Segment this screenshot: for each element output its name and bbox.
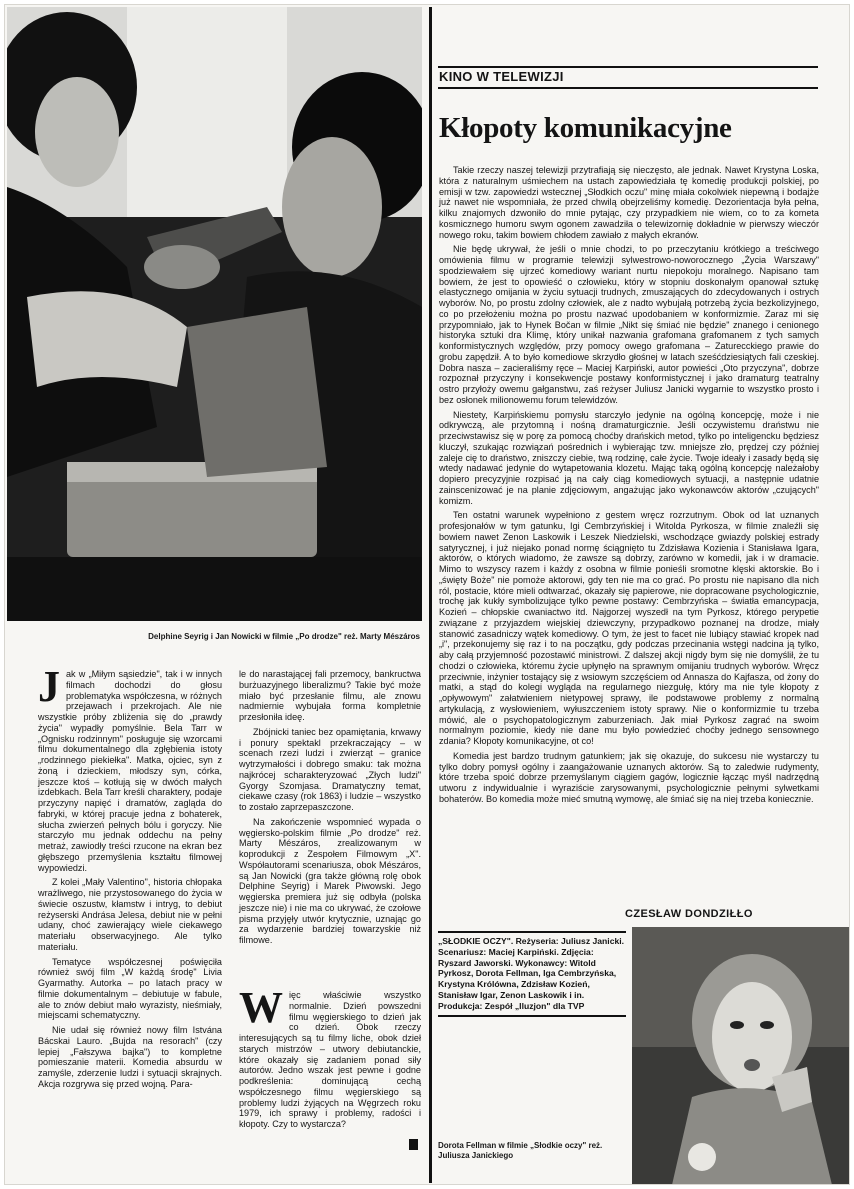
festival-paragraph (239, 983, 421, 1130)
portrait-photo (632, 927, 850, 1185)
film-credits-text: „SŁODKIE OCZY". Reżyseria: Juliusz Janicki. Scenariusz: Maciej Karpiński. Zdjęcia: Ryszard Jaworski. Wykonawcy: Witold Pyrkosz, Dorota Fellman, Iga Cembrzyńska, Krystyna Królówna, Zdzisław Kozień, Stanisław Igar, Zenon Laskowik i in. Produkcja: Zespół „Iluzjon" dla TVP (438, 936, 625, 1011)
film-still-photo (7, 7, 422, 621)
article-headline: Kłopoty komunikacyjne (439, 112, 732, 144)
portrait-image (632, 927, 850, 1185)
festival-paragraph: Zbójnicki taniec bez opamiętania, krwawy i ponury spektakl przekraczający – w scenach rzezi ludzi i zwierząt – granice wytrzymałości i dobrego smaku: tak można najkrócej scharakteryzować „Złych ludzi" Gyorgy Szomjasa. Dramatyczny temat, ciekawe czasy (rok 1863) i ludzie – wszystko to zostało zaprzepaszczone. (239, 726, 421, 812)
section-rule-top (438, 66, 818, 68)
review-paragraph: Niestety, Karpińskiemu pomysłu starczyło jedynie na ogólną koncepcję, może i nie odkrywczą, ale przytomną i nośną dramaturgicznie. Jeśli oczywistemu draństwu nie przeciwstawisz się w porę za pomocą choćby drańskich metod, tylko po inteligencku będziesz kluczył, szukając rozwiązań pośrednich i wybierając tzw. mniejsze zło, prędzej czy później zaleje cię to draństwo, zniszczy ciebie, twą rodzinę, całe życie. Twoje ideały i zasady będą się wtedy nadawać jedynie do wytapetowania klozetu. Mając taką ogólną koncepcję należałoby dopiero precyzyjnie rozpisać ją na cały ciąg komediowych sytuacji, a następnie udatnie zainscenizować je na planie zdjęciowym, angażując jako wykonawców aktorów „czujących" komizm. (439, 409, 819, 506)
review-body (439, 165, 819, 809)
review-paragraph: Takie rzeczy naszej telewizji przytrafiają się nieczęsto, ale jednak. Nawet Krystyna Loska, która z naturalnym uśmiechem na ustach zapowiedziała tę komedię produkcji polskiej, po emisji w tzw. zapowiedzi wstecznej „Słodkich oczu" minę miała cokolwiek niepewną i bodajże już nawet nie wspomniała, że przed chwilą obejrzeliśmy komedię. Dezorientacja była pełna, kilku znajomych dzwoniło do mnie pytając, czy przypadkiem nie wiem, co to za kometa kosmicznego humoru swym ogonem zawadziła o telewizornię dokładnie w pierwszy wieczór nowego roku, takim bowiem chłodem zawiało z małych ekranów. (439, 165, 819, 240)
drop-cap: J (38, 662, 60, 711)
festival-paragraph: Na zakończenie wspomnieć wypada o węgiersko-polskim filmie „Po drodze" reż. Marty Mészáros, zrealizowanym w koprodukcji z Zespołem Filmowym „X". Współautorami scenariusza, obok Mészáros, są Jan Nowicki (gra także główną rolę obok Delphine Seyrig) i Marek Piwowski. Jego węgierska premiera już się odbyła (polska jeszcze nie) i nie ma co ukrywać, że czołowe pisma przyjęły utwór krytycznie, uznając go za wydarzenie bardziej towarzyskie niż filmowe. (239, 816, 421, 945)
festival-paragraph-text: ak w „Miłym sąsiedzie", tak i w innych filmach dochodzi do głosu problematyka współczesna, w różnych przejawach i przekrojach. Ale nie wszystkie próby zbliżenia się do „prawdy życia" wypadły pomyślnie. Bela Tarr w „Ognisku rodzinnym" posługuje się wzorcami filmu dokumentalnego dla zgłębienia istoty „rodzinnego piekiełka". Matka, ojciec, syn z żoną i dzieckiem, młodszy syn, córka, jeszcze ktoś – kotłują się w dwóch małych izdebkach. Bela Tarr kreśli charaktery, podaje przyczyny napięć i dramatów, zagląda do fabryki, w której pracuje jedna z bohaterek, słucha zwierzeń pełnych bólu i goryczy. Nie starczyło mu jednak oddechu na pełny metraż, zawiodły treści rzucone na ekran bez głębszego przemyślenia kształtu filmowej wypowiedzi. (38, 669, 222, 873)
festival-article-conclusion (239, 983, 421, 1134)
review-paragraph: Komedia jest bardzo trudnym gatunkiem; jak się okazuje, do sukcesu nie wystarczy tu tylko dobry pomysł ogólny i zaangażowanie uznanych aktorów. Są to zaledwie rudymenty, które trzeba spoić dobrze przemyślanym ciągiem gagów, logicznie łącząc myśl nadrzędną utworu z indywidualnie i wyraziście zarysowanymi, psychologicznie pełnymi sylwetkami bohaterów. Bo komedia może mieć smutną wymowę, ale śmiać się na niej trzeba koniecznie. (439, 750, 819, 804)
credits-rule-top (438, 931, 626, 933)
section-label: KINO W TELEWIZJI (439, 69, 564, 84)
photo-caption-small: Dorota Fellman w filmie „Słodkie oczy" reż. Juliusza Janickiego (438, 1141, 603, 1160)
magazine-page (4, 4, 850, 1185)
festival-paragraph: Z kolei „Mały Valentino", historia chłopaka wrażliwego, nie przystosowanego do życia w świecie oszustw, kłamstw i intryg, to debiut reżyserski Andrása Jelesa, debiut nie w pełni udany, choć zawierający wiele ciekawego materiału obserwacyjnego. Ale tylko materiału. (38, 877, 222, 952)
festival-article-column-2 (239, 669, 421, 950)
end-of-article-mark (409, 1139, 418, 1150)
film-still-image (7, 7, 422, 621)
review-paragraph: Ten ostatni warunek wypełniono z gestem wręcz rozrzutnym. Obok od lat uznanych profesjonałów w tym gatunku, Igi Cembrzyńskiej i Witolda Pyrkosza, w filmie znaleźli się bowiem nawet Zenon Laskowik i Leszek Niedzielski, wschodzące gwiazdy polskiej estrady satyrycznej, i już niejako ponad normę ściągnięto tu Zdzisława Kozienia i Stanisława Igara, aktorów, o których wiadomo, że zawsze są dobrzy, zarówno w komedii, jak i w dramacie. Mimo to wszyscy razem i każdy z osobna w filmie ponieśli sromotne klęski aktorskie. Bo i „święty Boże" nie pomoże aktorowi, gdy ten nie ma co grać. Po prostu nie napisano dla nich ról, postacie, które mieli odtwarzać, okazały się papierowe, nie dopracowane psychologicznie, trochę jak kukły symbolizujące tylko pewne postawy: Cembrzyńska – światła emancypacja, Kozień – chłopskie cwaniactwo itd. Najgorzej wyszedł na tym Pyrkosz, którego perypetie związane z przyjazdem wiejskiej dziewczyny, przypadkowo poznanej na drodze, miały stanowić zasadniczy wątek komediowy. O tym, że jest to facet nie lubiący stawiać kropek nad „i", przekonujemy się raz i to na początku, gdy podczas przecinania wstęgi nadcina ją tylko, aby całą przyjemność pozostawić ministrowi. Z dalszej akcji nigdy bym się nie domyślił, że tu chodzi o człowieka, któremu życie upłynęło na sprawnym omijaniu trudnych wyborów. Wręcz przeciwnie, inżynier tostający się z wsiowym szczęściem od Annasza do Kajfasza, od żony do matki, a stąd do kolegi wygląda na regularnego niezgułę, który ma nie tyle kłopoty z „opływowym" załatwieniem nietypowej sprawy, ile podstawowe problemy z normalną artykulacją, z wysłowieniem, wyłuszczeniem istoty sprawy. Nie o konformizmie tu trzeba mówić, ale o psychopatologicznym zaburzeniach. Jak miał Pyrkosz zagrać na swoim normalnym poziomie, kiedy nie dane mu było powiedzieć choćby jednego sensownego zdania? Kłopoty komunikacyjne, ot co! (439, 510, 819, 746)
drop-cap: W (239, 983, 283, 1032)
section-rule-bottom (438, 87, 818, 89)
credits-rule-bottom (438, 1015, 626, 1017)
film-credits-box (438, 931, 626, 1017)
festival-paragraph-text: ięc właściwie wszystko normalnie. Dzień powszedni filmu węgierskiego to dzień jak co dzień. Obok rzeczy interesujących są tu filmy liche, obok dzieł starych mistrzów – utwory debiutanckie, które okazały się zadaniem ponad siły autorów. Jedno wszak jest pewne i godne podkreślenia: dominującą cechą współczesnego filmu węgierskiego są problemy ludzi żyjących na Węgrzech roku 1979, ich sprawy i problemy, radości i kłopoty. Czy to wystarcza? (239, 990, 421, 1129)
festival-paragraph (38, 662, 222, 873)
festival-paragraph: Nie udał się również nowy film Istvána Bácskai Lauro. „Bujda na resorach" (czy lepiej „Fałszywa bajka") to kompletne pomieszanie materii. Komedia absurdu w zamyśle, zderzenie ludzi i sytuacji skrajnych. Akcja rozgrywa się przed wojną. Para- (38, 1025, 222, 1089)
festival-paragraph: Tematyce współczesnej poświęciła również swój film „W każdą środę" Livia Gyarmathy. Autorka – po latach pracy w filmie dokumentalnym – debiutuje w fabule, ale to znów debiut mało wyrazisty, nieśmiały, miejscami schematyczny. (38, 956, 222, 1021)
column-divider (429, 7, 432, 1183)
festival-paragraph: le do narastającej fali przemocy, bankructwa burżuazyjnego liberalizmu? Takie być może miało być przesłanie filmu, ale znowu nadmiernie wybujała forma kompletnie przesłoniła ideę. (239, 669, 421, 722)
photo-caption-main: Delphine Seyrig i Jan Nowicki w filmie „Po drodze" reż. Marty Mészáros (148, 632, 420, 641)
author-byline: CZESŁAW DONDZIŁŁO (625, 908, 753, 920)
festival-article-column-1 (38, 662, 222, 1094)
review-paragraph: Nie będę ukrywał, że jeśli o mnie chodzi, to po przeczytaniu krótkiego a treściwego omówienia filmu w programie telewizji sylwestrowo-noworocznego „Życia Warszawy" spodziewałem się ujrzeć komediowy wariant nurtu niepokoju moralnego. Napisano tam bowiem, że jest to opowieść o człowieku, który w stopniu doskonałym opanował sztukę elastycznego omijania w życiu sytuacji trudnych, zmuszających do zdecydowanych i ostrych wyborów. No, po prostu zdolny człowiek, ale z nadto wybujałą potrzebą życia bezkolizyjnego, co po przełożeniu można po prostu nazwać upodobaniem w konformizmie. Zaraz mi się przypomniało, jak to Hynek Bočan w filmie „Nikt się śmiać nie będzie" znanego i cenionego historyka sztuki dra Klimę, który unikał nazwania grafomana grafomanem z tych samych konformistycznych względów, przy pomocy owego grafomana – Zaturecckiego prawie do grobu zapędził. A to było komediowe skrzydło głośnej w latach sześćdziesiątych fali czeskiej. Dobra nasza – zacieraliśmy ręce – Maciej Karpiński, autor powieści „Oto przyczyna", dobrze rozpoznał przyczyny i konsekwencje postawy konformistycznej i jako dramaturg teatralny ostro przyłoży owemu gałganstwu, zaś reżyser Juliusz Janicki wygarnie to wszystko prosto i bez osłonek milionowemu forum telewidzów. (439, 244, 819, 405)
